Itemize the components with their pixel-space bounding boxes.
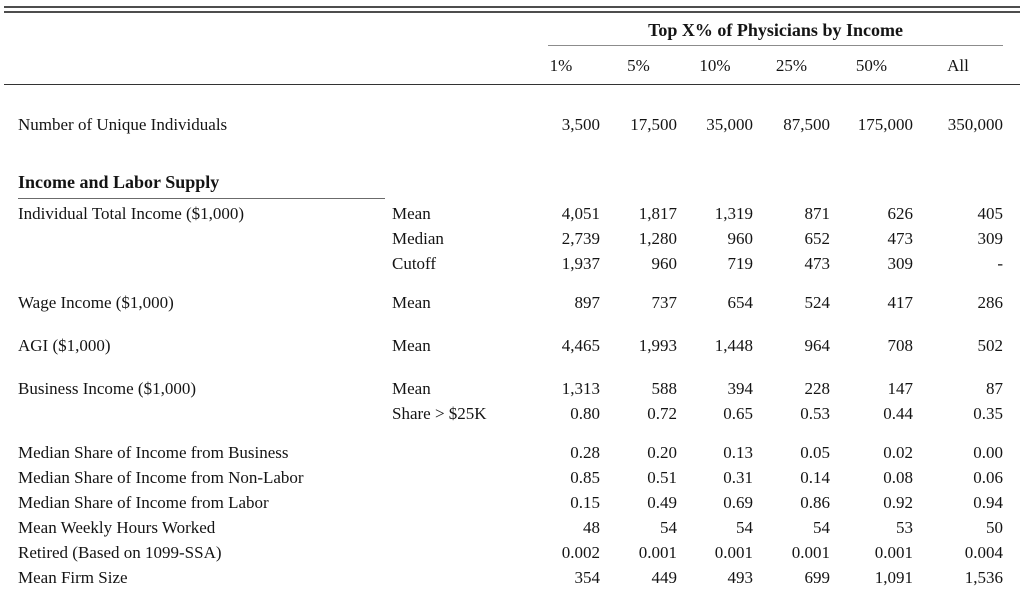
column-header-row [18, 46, 1003, 84]
row-label [18, 251, 392, 276]
column-header-1pct: 1% [549, 55, 573, 75]
value-cell: 473 [804, 254, 830, 273]
value-cell: 0.44 [883, 404, 913, 423]
value-cell: 449 [651, 568, 677, 587]
spacer-row [18, 358, 1003, 376]
row-sublabel: Mean [392, 204, 431, 223]
value-cell: 0.28 [570, 443, 600, 462]
spacer-row [18, 137, 1003, 159]
table-row [18, 401, 1003, 426]
value-cell: 54 [813, 518, 830, 537]
value-cell: 0.001 [714, 543, 753, 562]
value-cell: 2,739 [561, 229, 600, 248]
spacer-cell [18, 84, 1003, 112]
value-cell: 0.02 [883, 443, 913, 462]
column-header-empty [392, 46, 522, 84]
value-cell: 1,319 [714, 204, 753, 223]
value-cell: 0.86 [800, 493, 830, 512]
row-sublabel [392, 490, 522, 515]
table-row [18, 440, 1003, 465]
row-sublabel [392, 440, 522, 465]
value-cell: 964 [804, 336, 830, 355]
value-cell: 53 [896, 518, 913, 537]
value-cell: 1,817 [638, 204, 677, 223]
value-cell: 699 [804, 568, 830, 587]
value-cell: 1,313 [561, 379, 600, 398]
value-cell: 493 [727, 568, 753, 587]
value-cell: 0.94 [973, 493, 1003, 512]
value-cell: 175,000 [857, 115, 913, 134]
value-cell: 1,536 [964, 568, 1003, 587]
value-cell: 0.001 [791, 543, 830, 562]
table-row [18, 515, 1003, 540]
section-header-cell [18, 159, 1003, 199]
value-cell: 960 [651, 254, 677, 273]
value-cell: 228 [804, 379, 830, 398]
column-header-5pct: 5% [627, 55, 650, 75]
value-cell: 0.004 [964, 543, 1003, 562]
row-label: Median Share of Income from Labor [18, 493, 269, 512]
row-label: Retired (Based on 1099-SSA) [18, 543, 222, 562]
value-cell: 0.51 [647, 468, 677, 487]
value-cell: 0.002 [561, 543, 600, 562]
row-sublabel: Mean [392, 293, 431, 312]
column-header-25pct: 25% [775, 55, 808, 75]
value-cell: 354 [574, 568, 600, 587]
value-cell: 588 [651, 379, 677, 398]
value-cell: 394 [727, 379, 753, 398]
value-cell: 48 [583, 518, 600, 537]
row-sublabel: Share > $25K [392, 404, 487, 423]
row-label: Individual Total Income ($1,000) [18, 204, 245, 223]
row-label [18, 226, 392, 251]
value-cell: 0.20 [647, 443, 677, 462]
spacer-cell [18, 358, 1003, 376]
table-row [18, 201, 1003, 226]
value-cell: 3,500 [561, 115, 600, 134]
value-cell: 417 [887, 293, 913, 312]
table-row [18, 490, 1003, 515]
value-cell: - [997, 254, 1003, 273]
column-header-empty [18, 46, 392, 84]
value-cell: 0.80 [570, 404, 600, 423]
value-cell: 309 [887, 254, 913, 273]
row-label: Number of Unique Individuals [18, 115, 228, 134]
value-cell: 1,448 [714, 336, 753, 355]
value-cell: 350,000 [947, 115, 1003, 134]
row-sublabel [392, 465, 522, 490]
row-sublabel: Mean [392, 379, 431, 398]
value-cell: 1,937 [561, 254, 600, 273]
table-row [18, 290, 1003, 315]
table-row [18, 376, 1003, 401]
row-label: Mean Weekly Hours Worked [18, 518, 216, 537]
value-cell: 652 [804, 229, 830, 248]
span-header-spacer [18, 14, 522, 46]
value-cell: 405 [977, 204, 1003, 223]
value-cell: 0.31 [723, 468, 753, 487]
spacer-row [18, 426, 1003, 440]
value-cell: 0.72 [647, 404, 677, 423]
row-sublabel [392, 112, 522, 137]
value-cell: 147 [887, 379, 913, 398]
value-cell: 54 [660, 518, 677, 537]
row-label: Business Income ($1,000) [18, 379, 197, 398]
table-row [18, 333, 1003, 358]
table-body [18, 84, 1003, 590]
value-cell: 524 [804, 293, 830, 312]
value-cell: 54 [736, 518, 753, 537]
value-cell: 502 [977, 336, 1003, 355]
row-sublabel: Cutoff [392, 254, 437, 273]
value-cell: 654 [727, 293, 753, 312]
value-cell: 0.001 [874, 543, 913, 562]
spacer-row [18, 315, 1003, 333]
spacer-row [18, 84, 1003, 112]
table-row [18, 251, 1003, 276]
value-cell: 0.15 [570, 493, 600, 512]
value-cell: 0.08 [883, 468, 913, 487]
value-cell: 737 [651, 293, 677, 312]
value-cell: 0.05 [800, 443, 830, 462]
top-rule [4, 6, 1020, 8]
table-row [18, 465, 1003, 490]
value-cell: 286 [977, 293, 1003, 312]
value-cell: 0.13 [723, 443, 753, 462]
span-header-cell [522, 14, 1003, 46]
value-cell: 1,993 [638, 336, 677, 355]
row-label: Mean Firm Size [18, 568, 128, 587]
value-cell: 708 [887, 336, 913, 355]
row-sublabel: Mean [392, 336, 431, 355]
value-cell: 897 [574, 293, 600, 312]
row-label: Median Share of Income from Non-Labor [18, 468, 304, 487]
value-cell: 17,500 [630, 115, 677, 134]
value-cell: 719 [727, 254, 753, 273]
physician-income-summary-table [18, 14, 1003, 590]
span-header-title: Top X% of Physicians by Income [548, 21, 1003, 46]
value-cell: 960 [727, 229, 753, 248]
value-cell: 0.85 [570, 468, 600, 487]
value-cell: 0.001 [638, 543, 677, 562]
value-cell: 0.69 [723, 493, 753, 512]
table-row [18, 226, 1003, 251]
value-cell: 50 [986, 518, 1003, 537]
spacer-cell [18, 426, 1003, 440]
value-cell: 4,465 [561, 336, 600, 355]
section-heading: Income and Labor Supply [18, 173, 385, 199]
value-cell: 0.53 [800, 404, 830, 423]
spacer-cell [18, 276, 1003, 290]
value-cell: 87,500 [783, 115, 830, 134]
row-sublabel [392, 565, 522, 590]
value-cell: 0.00 [973, 443, 1003, 462]
value-cell: 0.49 [647, 493, 677, 512]
table-row [18, 565, 1003, 590]
value-cell: 0.65 [723, 404, 753, 423]
spacer-cell [18, 137, 1003, 159]
row-sublabel [392, 515, 522, 540]
column-header-10pct: 10% [699, 55, 731, 75]
top-rule-second [4, 11, 1020, 13]
column-header-all: All [947, 55, 969, 75]
value-cell: 0.06 [973, 468, 1003, 487]
value-cell: 1,091 [874, 568, 913, 587]
spacer-cell [18, 315, 1003, 333]
value-cell: 1,280 [638, 229, 677, 248]
value-cell: 0.35 [973, 404, 1003, 423]
span-header-row [18, 14, 1003, 46]
spacer-row [18, 276, 1003, 290]
value-cell: 309 [977, 229, 1003, 248]
value-cell: 4,051 [561, 204, 600, 223]
row-label [18, 401, 392, 426]
table-row [18, 112, 1003, 137]
section-header-row [18, 159, 1003, 199]
row-sublabel: Median [392, 229, 444, 248]
row-label: Wage Income ($1,000) [18, 293, 174, 312]
column-header-50pct: 50% [855, 55, 888, 75]
value-cell: 35,000 [706, 115, 753, 134]
table-row [18, 540, 1003, 565]
value-cell: 871 [804, 204, 830, 223]
row-label: Median Share of Income from Business [18, 443, 289, 462]
row-sublabel [392, 540, 522, 565]
value-cell: 626 [887, 204, 913, 223]
value-cell: 0.14 [800, 468, 830, 487]
value-cell: 87 [986, 379, 1003, 398]
row-label: AGI ($1,000) [18, 336, 111, 355]
value-cell: 0.92 [883, 493, 913, 512]
value-cell: 473 [887, 229, 913, 248]
